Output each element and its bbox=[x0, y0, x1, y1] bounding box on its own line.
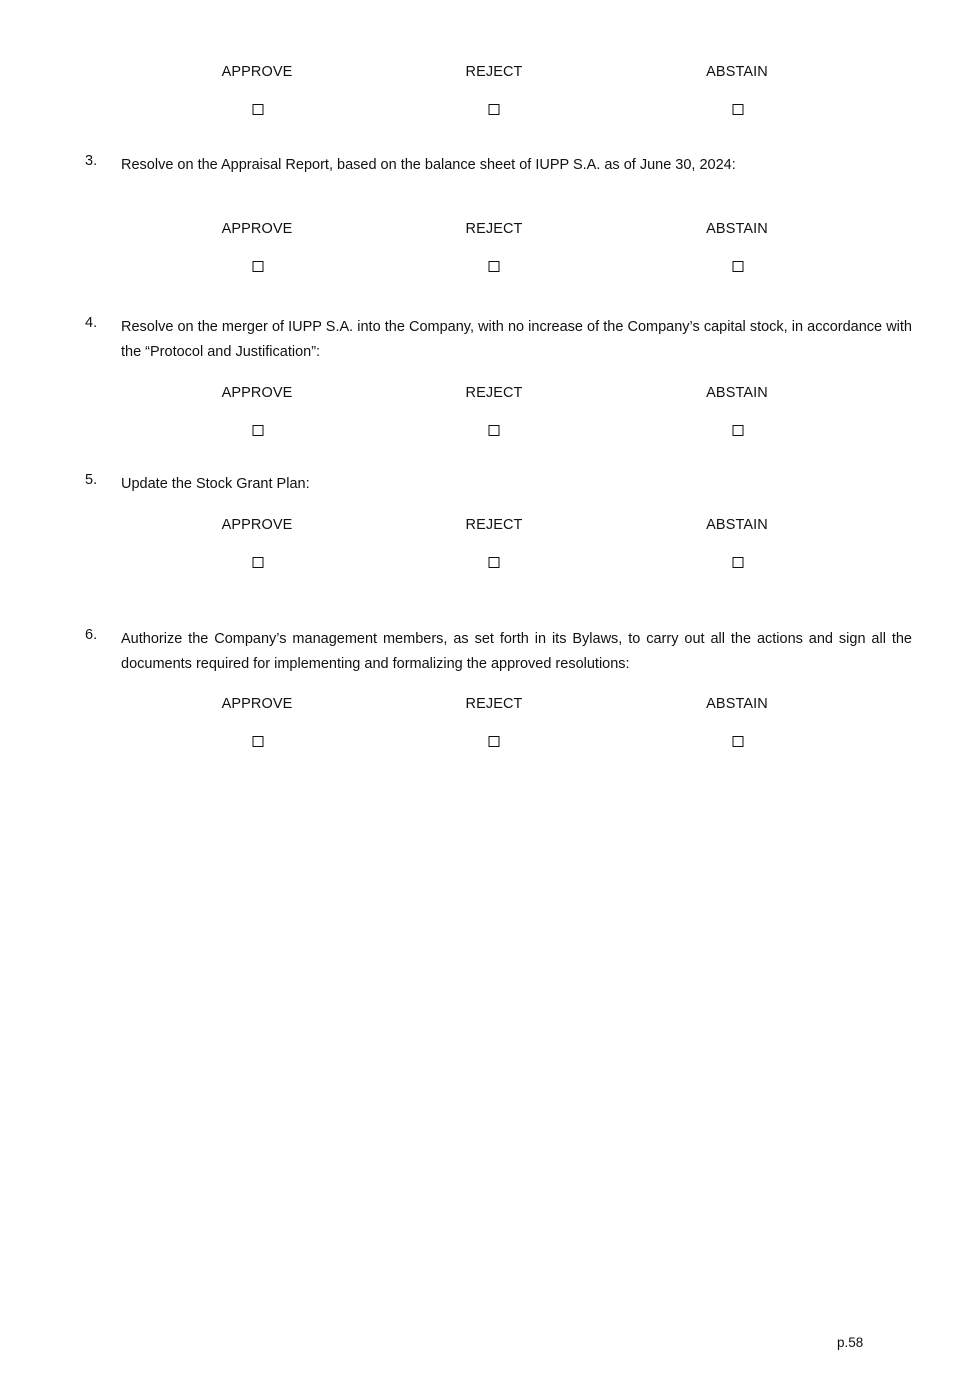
approve-checkbox[interactable] bbox=[253, 104, 264, 115]
vote-row-item-4 bbox=[0, 385, 978, 445]
vote-row-item-5 bbox=[0, 517, 978, 577]
item-number: 4. bbox=[85, 315, 98, 331]
item-text: Resolve on the merger of IUPP S.A. into the Company, with no increase of the Company’s capital stock, in accordance with the “Protocol and Justification”: bbox=[121, 319, 912, 360]
abstain-label: ABSTAIN bbox=[706, 64, 768, 80]
reject-checkbox[interactable] bbox=[489, 736, 500, 747]
reject-checkbox[interactable] bbox=[489, 261, 500, 272]
approve-label: APPROVE bbox=[221, 385, 293, 401]
page-number: p.58 bbox=[837, 1335, 864, 1350]
approve-label: APPROVE bbox=[221, 517, 293, 533]
reject-label: REJECT bbox=[465, 385, 523, 401]
item-number: 6. bbox=[85, 627, 98, 643]
item-text: Authorize the Company’s management members, as set forth in its Bylaws, to carry out all the actions and sign all the documents required for implementing and formalizing the approved resolutions: bbox=[121, 631, 912, 672]
vote-row-item-3 bbox=[0, 221, 978, 281]
reject-label: REJECT bbox=[465, 517, 523, 533]
reject-checkbox[interactable] bbox=[489, 104, 500, 115]
approve-checkbox[interactable] bbox=[253, 736, 264, 747]
item-text: Resolve on the Appraisal Report, based on the balance sheet of IUPP S.A. as of June 30, 2024: bbox=[121, 157, 736, 173]
abstain-checkbox[interactable] bbox=[733, 261, 744, 272]
reject-label: REJECT bbox=[465, 221, 523, 237]
approve-checkbox[interactable] bbox=[253, 261, 264, 272]
reject-label: REJECT bbox=[465, 696, 523, 712]
item-number: 3. bbox=[85, 153, 98, 169]
item-text: Update the Stock Grant Plan: bbox=[121, 476, 310, 492]
abstain-checkbox[interactable] bbox=[733, 425, 744, 436]
abstain-label: ABSTAIN bbox=[706, 517, 768, 533]
approve-label: APPROVE bbox=[221, 696, 293, 712]
vote-row-item-6 bbox=[0, 696, 978, 756]
item-number: 5. bbox=[85, 472, 98, 488]
reject-label: REJECT bbox=[465, 64, 523, 80]
reject-checkbox[interactable] bbox=[489, 557, 500, 568]
abstain-label: ABSTAIN bbox=[706, 385, 768, 401]
approve-label: APPROVE bbox=[221, 221, 293, 237]
reject-checkbox[interactable] bbox=[489, 425, 500, 436]
vote-row-item-2 bbox=[0, 64, 978, 124]
approve-checkbox[interactable] bbox=[253, 557, 264, 568]
approve-label: APPROVE bbox=[221, 64, 293, 80]
abstain-checkbox[interactable] bbox=[733, 557, 744, 568]
abstain-label: ABSTAIN bbox=[706, 221, 768, 237]
abstain-label: ABSTAIN bbox=[706, 696, 768, 712]
abstain-checkbox[interactable] bbox=[733, 104, 744, 115]
abstain-checkbox[interactable] bbox=[733, 736, 744, 747]
approve-checkbox[interactable] bbox=[253, 425, 264, 436]
